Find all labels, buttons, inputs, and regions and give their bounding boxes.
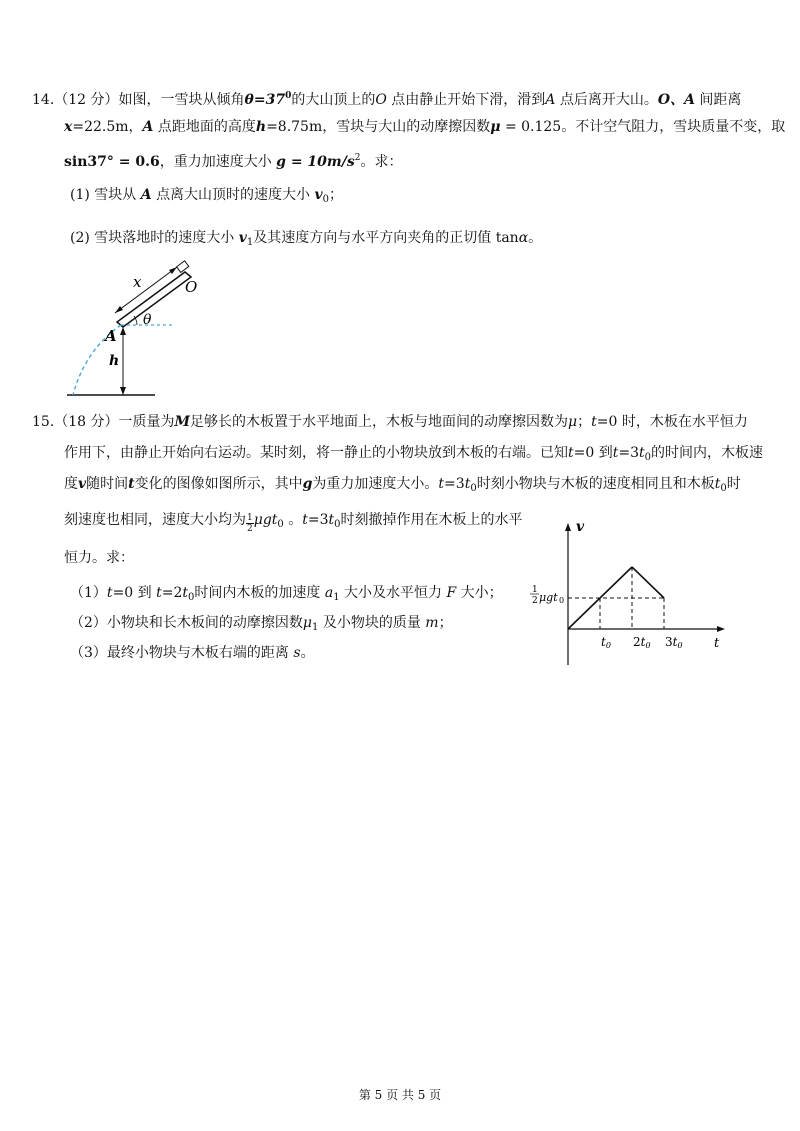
label-x: x: [133, 273, 142, 291]
y-tick-sub: 0: [559, 596, 565, 605]
h-arrowhead-bottom: [120, 387, 126, 395]
q15-sub1: （1）t=0 到 $t=2t_0$时间内木板的加速度 $a_1$ 大小及水平恒力 F 大小；: [70, 585, 503, 603]
label-A: A: [105, 327, 117, 345]
x-tick-2t0: 2t0: [633, 635, 651, 650]
q14-line3: sin37° = 0.6，重力加速度大小 $g = 10m/s^2$。求：: [64, 153, 403, 170]
y-tick-den: 2: [532, 596, 538, 606]
q15-line3: 度v随时间t变化的图像如图所示，其中g为重力加速度大小。$t=3t_0$时刻小物块与木板的速度相同且和木板$t_0$时: [64, 476, 741, 494]
h-arrowhead-top: [120, 327, 126, 335]
mountain-slope: [117, 272, 191, 327]
q15-line4: 刻速度也相同，速度大小均为 $\frac{1}{2}$ μgt$_0$ 。$t=3t_0$时刻撤掉作用在木板上的水平: [64, 512, 523, 534]
q15-vt-chart: [520, 515, 735, 670]
y-tick-num: 1: [532, 585, 538, 595]
x-tick-t0: t0: [601, 635, 611, 650]
q15-sub2: （2）小物块和长木板间的动摩擦因数$\mu_1$ 及小物块的质量 m；: [70, 615, 453, 633]
series-1-segment-2: [600, 567, 632, 598]
page-footer: 第 5 页 共 5 页: [358, 1088, 442, 1102]
axis-label-t: t: [714, 636, 720, 651]
q15-line1: 15.（18 分）一质量为M足够长的木板置于水平地面上，木板与地面间的动摩擦因数为μ；t=0 时，木板在水平恒力: [32, 414, 748, 430]
axis-label-v: v: [576, 519, 585, 535]
series-1-segment-1: [568, 598, 600, 629]
label-theta: θ: [143, 312, 152, 328]
y-tick-mugt: μgt: [539, 591, 558, 604]
x-tick-3t0: 3t0: [665, 635, 683, 650]
snow-block: [177, 261, 189, 273]
q15-line2: 作用下，由静止开始向右运动。某时刻，将一静止的小物块放到木板的右端。已知t=0 到$t=3t_0$的时间内，木板速: [64, 445, 764, 463]
q14-sub2: (2) 雪块落地时的速度大小 $v_1$及其速度方向与水平方向夹角的正切值 tanα。: [70, 230, 543, 248]
q15-sub3: （3）最终小物块与木板右端的距离 s。: [70, 645, 315, 661]
x-arrowhead-o: [169, 267, 177, 274]
q15-line5: 恒力。求：: [64, 550, 134, 566]
half-fraction: $\frac{1}{2}$: [247, 513, 253, 534]
q14-sub1: (1) 雪块从 A 点离大山顶时的速度大小 $v_0$；: [70, 187, 344, 205]
series-1-segment-3: [632, 567, 664, 598]
t-axis-arrow: [717, 626, 725, 632]
label-O: O: [185, 278, 198, 296]
q14-line1: 14.（12 分）如图，一雪块从倾角$\theta=37^0$的大山顶上的O 点由静止开始下滑，滑到A 点后离开大山。O、A 间距离: [32, 91, 742, 108]
q14-slope-diagram: [55, 255, 215, 400]
label-h: h: [109, 353, 120, 369]
x-arrowhead-a: [115, 306, 123, 313]
v-axis-arrow: [565, 523, 571, 531]
q14-line2: x=22.5m，A 点距地面的高度h=8.75m，雪块与大山的动摩擦因数μ = 0.125。不计空气阻力，雪块质量不变，取: [64, 119, 786, 135]
